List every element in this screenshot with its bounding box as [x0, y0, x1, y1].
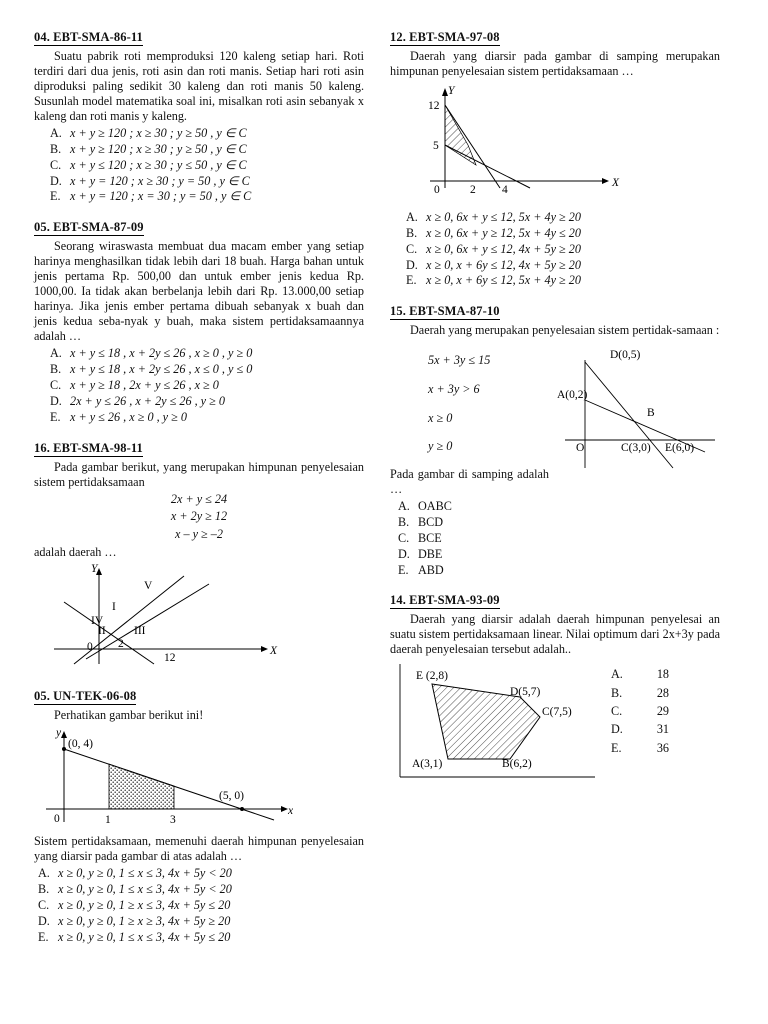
question-14-content	[390, 659, 720, 784]
figure-14-svg	[390, 659, 605, 784]
option-letter: D.	[50, 393, 62, 408]
figure-16-label-V: V	[144, 580, 153, 593]
figure-14-label-D: D(5,7)	[510, 686, 541, 699]
figure-16-label-I: I	[112, 601, 116, 614]
option-row	[38, 914, 364, 930]
option-text: 18	[656, 667, 669, 682]
figure-05-label-origin: 0	[54, 813, 60, 826]
option-row	[406, 258, 720, 274]
option-row	[611, 665, 669, 683]
option-text: x ≥ 0, y ≥ 0, 1 ≤ x ≤ 3, 4x + 5y < 20	[58, 866, 232, 881]
option-letter: C.	[398, 530, 410, 545]
question-12	[390, 28, 720, 289]
option-letter: A.	[611, 667, 623, 682]
question-04	[34, 28, 364, 205]
option-row	[50, 142, 364, 158]
option-row	[406, 242, 720, 258]
option-letter: A.	[50, 126, 62, 140]
figure-14-label-B: B(6,2)	[502, 758, 532, 771]
option-row	[50, 410, 364, 426]
question-05-untek-figure	[34, 727, 364, 832]
option-letter: C.	[50, 378, 62, 393]
option-letter: B.	[50, 362, 62, 377]
two-column-layout	[34, 28, 734, 958]
question-04-options	[50, 126, 364, 205]
question-15-system-4: y ≥ 0	[428, 439, 453, 454]
option-row	[611, 684, 669, 702]
option-text: BCD	[418, 514, 444, 529]
option-text: x + y ≤ 18 , x + 2y ≤ 26 , x ≥ 0 , y ≥ 0	[70, 346, 253, 361]
option-letter: D.	[406, 257, 418, 272]
figure-05-label-1: 1	[105, 814, 111, 827]
option-letter: D.	[611, 722, 623, 737]
option-letter: E.	[50, 409, 61, 424]
question-15-figure	[555, 340, 720, 578]
option-row	[50, 126, 364, 142]
question-14-body: Daerah yang diarsir adalah daerah himpunan penyelesai an suatu sistem pertidaksamaan linear. Nilai optimum dari 2x+3y pada daerah penyelesaian tersebut adalah..	[390, 612, 720, 657]
question-16-heading: 16. EBT-SMA-98-11	[34, 440, 143, 455]
question-04-heading: 04. EBT-SMA-86-11	[34, 30, 143, 44]
figure-12-label-5: 5	[433, 140, 439, 152]
question-16-body: Pada gambar berikut, yang merupakan himpunan penyelesaian sistem pertidaksamaan	[34, 459, 364, 489]
figure-15-label-E: E(6,0)	[665, 442, 695, 455]
option-text: x ≥ 0, x + 6y ≤ 12, 4x + 5y ≥ 20	[426, 257, 581, 272]
option-letter: A.	[50, 346, 62, 361]
figure-15-label-C: C(3,0)	[621, 442, 651, 455]
option-text: x ≥ 0, y ≥ 0, 1 ≤ x ≤ 3, 4x + 5y < 20	[58, 882, 232, 897]
question-15-tail: Pada gambar di samping adalah …	[390, 467, 549, 497]
option-row	[398, 531, 549, 547]
question-15-heading: 15. EBT-SMA-87-10	[390, 304, 500, 319]
figure-14-label-C: C(7,5)	[542, 706, 572, 719]
option-row	[406, 210, 720, 226]
option-letter: E.	[611, 740, 622, 755]
figure-16-label-III: III	[134, 625, 146, 638]
figure-16-label-2: 0	[87, 641, 93, 654]
question-16-tail: adalah daerah …	[34, 545, 117, 560]
option-row	[50, 189, 364, 205]
option-letter: B.	[50, 141, 62, 156]
question-04-body: Suatu pabrik roti memproduksi 120 kaleng setiap hari. Roti terdiri dari dua jenis, roti asin dan roti manis. Setiap hari roti asin diproduksi paling sedikit 30 kaleng dan roti manis 50 kaleng. Susunlah model matematika soal ini, misalkan roti asin sebanyak x kaleng dan roti manis y kaleng.	[34, 49, 364, 123]
option-text: x ≥ 0, 6x + y ≤ 12, 4x + 5y ≥ 20	[426, 241, 581, 256]
option-letter: A.	[398, 499, 410, 514]
option-row	[38, 866, 364, 882]
figure-14-label-E: E (2,8)	[416, 670, 448, 683]
option-text: 36	[656, 740, 669, 755]
option-text: 29	[656, 704, 669, 718]
question-05-ebt-heading: 05. EBT-SMA-87-09	[34, 220, 144, 235]
option-text: x + y ≥ 18 , 2x + y ≤ 26 , x ≥ 0	[70, 378, 219, 393]
option-text: x + y = 120 ; x = 30 ; y = 50 , y ∈ C	[70, 189, 252, 204]
right-column	[390, 28, 720, 958]
question-14	[390, 591, 720, 784]
figure-12-label-X: X	[612, 177, 620, 189]
question-15	[390, 302, 720, 578]
option-letter: C.	[611, 704, 623, 718]
figure-15-label-B: B	[647, 407, 655, 420]
question-15-system-3: x ≥ 0	[428, 410, 453, 425]
option-letter: D.	[38, 913, 50, 928]
question-05-ebt-body: Seorang wiraswasta membuat dua macam ember yang setiap harinya menghasilkan tidak lebih dari 18 buah. Harga bahan untuk jenis pertama Rp. 500,00 dan untuk ember jenis kedua Rp. 1000,00. Ia tidak akan berbelanja lebih dari Rp. 13.000,00 setiap harinya. Jika jenis ember pertama dibuah sebanyak x buah dan jenis kedua seba-nyak y buah, maka sistem pertidaksamaannya adalah …	[34, 239, 364, 344]
option-letter: B.	[611, 685, 623, 700]
option-text: 2x + y ≤ 26 , x + 2y ≤ 26 , y ≥ 0	[70, 393, 225, 408]
question-15-system-2: x + 3y > 6	[428, 382, 480, 397]
question-14-options	[611, 659, 669, 784]
option-text: x + y ≤ 120 ; x ≥ 30 ; y ≤ 50 , y ∈ C	[70, 157, 247, 172]
question-16-figure	[34, 564, 364, 674]
option-row	[611, 720, 669, 738]
option-text: x ≥ 0, y ≥ 0, 1 ≤ x ≤ 3, 4x + 5y ≤ 20	[58, 929, 231, 944]
option-letter: C.	[50, 157, 62, 172]
option-text: x ≥ 0, y ≥ 0, 1 ≥ x ≥ 3, 4x + 5y ≥ 20	[58, 913, 231, 928]
option-text: DBE	[418, 546, 443, 561]
figure-05-label-point-5-0: (5, 0)	[219, 790, 244, 803]
figure-16-label-IV: 2	[118, 638, 124, 651]
figure-12-label-4: 4	[502, 184, 508, 196]
option-row	[406, 273, 720, 289]
option-row	[611, 739, 669, 757]
question-15-text-side	[390, 340, 549, 578]
figure-05-label-x: x	[288, 805, 294, 818]
option-letter: E.	[398, 562, 409, 577]
option-letter: D.	[398, 546, 410, 561]
option-letter: D.	[50, 173, 62, 188]
question-05-ebt-options	[50, 346, 364, 425]
question-05-ebt	[34, 218, 364, 425]
figure-14-label-A: A(3,1)	[412, 758, 443, 771]
question-05-untek-options	[38, 866, 364, 945]
figure-16-label-X: X	[270, 645, 278, 658]
option-letter: B.	[398, 514, 410, 529]
option-row	[50, 174, 364, 190]
option-letter: C.	[406, 241, 418, 256]
option-letter: A.	[38, 866, 50, 881]
option-text: x + y ≥ 120 ; x ≥ 30 ; y ≥ 50 , y ∈ C	[70, 141, 247, 156]
option-text: x ≥ 0, 6x + y ≥ 12, 5x + 4y ≤ 20	[426, 225, 581, 240]
option-row	[398, 563, 549, 579]
option-row	[50, 378, 364, 394]
figure-15-svg	[555, 340, 720, 475]
option-text: x + y ≤ 26 , x ≥ 0 , y ≥ 0	[70, 409, 187, 424]
option-text: x ≥ 0, 6x + y ≤ 12, 5x + 4y ≥ 20	[426, 210, 581, 224]
option-letter: B.	[406, 225, 418, 240]
question-16	[34, 439, 364, 675]
option-row	[50, 158, 364, 174]
figure-05-label-3: 3	[170, 814, 176, 827]
figure-15-label-O: O	[576, 442, 585, 455]
option-text: 28	[656, 685, 669, 700]
option-row	[398, 499, 549, 515]
option-text: BCE	[418, 530, 442, 545]
option-row	[398, 547, 549, 563]
figure-15-label-A: A(0,2)	[557, 389, 588, 402]
option-letter: E.	[38, 929, 49, 944]
question-12-figure	[390, 83, 720, 208]
option-text: OABC	[418, 499, 452, 514]
option-row	[50, 394, 364, 410]
figure-16-label-II: II	[98, 625, 106, 638]
option-text: x + y ≥ 120 ; x ≥ 30 ; y ≥ 50 , y ∈ C	[70, 126, 247, 140]
option-text: x + y = 120 ; x ≥ 30 ; y = 50 , y ∈ C	[70, 173, 250, 188]
option-letter: C.	[38, 897, 50, 912]
option-row	[50, 346, 364, 362]
figure-16-label-0: IV	[91, 615, 104, 628]
question-12-body: Daerah yang diarsir pada gambar di samping merupakan himpunan penyelesaian sistem pertidaksamaan …	[390, 49, 720, 78]
figure-12-label-Y: Y	[448, 85, 455, 97]
left-column	[34, 28, 364, 958]
figure-12-label-0: 0	[434, 184, 440, 196]
option-row	[398, 515, 549, 531]
figure-16-label-Y: Y	[91, 564, 98, 576]
option-row	[611, 702, 669, 720]
question-12-options	[406, 210, 720, 289]
option-letter: E.	[406, 273, 417, 288]
figure-12-label-12: 12	[428, 100, 440, 112]
option-letter: B.	[38, 882, 50, 897]
question-15-options	[398, 499, 549, 578]
question-14-heading: 14. EBT-SMA-93-09	[390, 593, 500, 608]
option-letter: A.	[406, 210, 418, 224]
question-15-content	[390, 340, 720, 578]
question-16-system-2: x + 2y ≥ 12	[170, 509, 228, 524]
option-text: 31	[656, 722, 669, 737]
question-05-untek-body: Perhatikan gambar berikut ini!	[54, 708, 204, 723]
figure-12-label-2: 2	[470, 184, 476, 196]
option-row	[50, 362, 364, 378]
figure-05-label-point-0-4: (0, 4)	[68, 738, 93, 751]
option-letter: E.	[50, 189, 61, 204]
option-row	[38, 898, 364, 914]
question-16-system-3: x – y ≥ –2	[175, 527, 223, 542]
figure-05-label-y: y	[56, 727, 62, 740]
question-15-body: Daerah yang merupakan penyelesaian sistem pertidak-samaan :	[410, 323, 720, 338]
question-05-untek-heading: 05. UN-TEK-06-08	[34, 689, 137, 704]
question-16-system-1: 2x + y ≤ 24	[170, 491, 228, 506]
figure-16-svg	[34, 564, 334, 674]
question-05-untek	[34, 687, 364, 945]
question-15-system-1: 5x + 3y ≤ 15	[428, 353, 491, 368]
figure-12-svg	[390, 83, 690, 208]
option-row	[38, 930, 364, 946]
option-text: x ≥ 0, y ≥ 0, 1 ≥ x ≤ 3, 4x + 5y ≤ 20	[58, 897, 231, 912]
question-14-figure	[390, 659, 605, 784]
option-text: x ≥ 0, x + 6y ≤ 12, 5x + 4y ≥ 20	[426, 273, 581, 288]
figure-15-label-D: D(0,5)	[610, 349, 641, 362]
option-text: x + y ≤ 18 , x + 2y ≤ 26 , x ≤ 0 , y ≤ 0	[70, 362, 253, 377]
figure-16-label-12: 12	[164, 652, 176, 665]
question-05-untek-tail: Sistem pertidaksamaan, memenuhi daerah himpunan penyelesaian yang diarsir pada gambar di atas adalah …	[34, 834, 364, 864]
option-row	[38, 882, 364, 898]
option-text: ABD	[418, 562, 444, 577]
figure-05-untek-svg	[34, 727, 334, 832]
option-row	[406, 226, 720, 242]
question-12-heading: 12. EBT-SMA-97-08	[390, 30, 500, 44]
